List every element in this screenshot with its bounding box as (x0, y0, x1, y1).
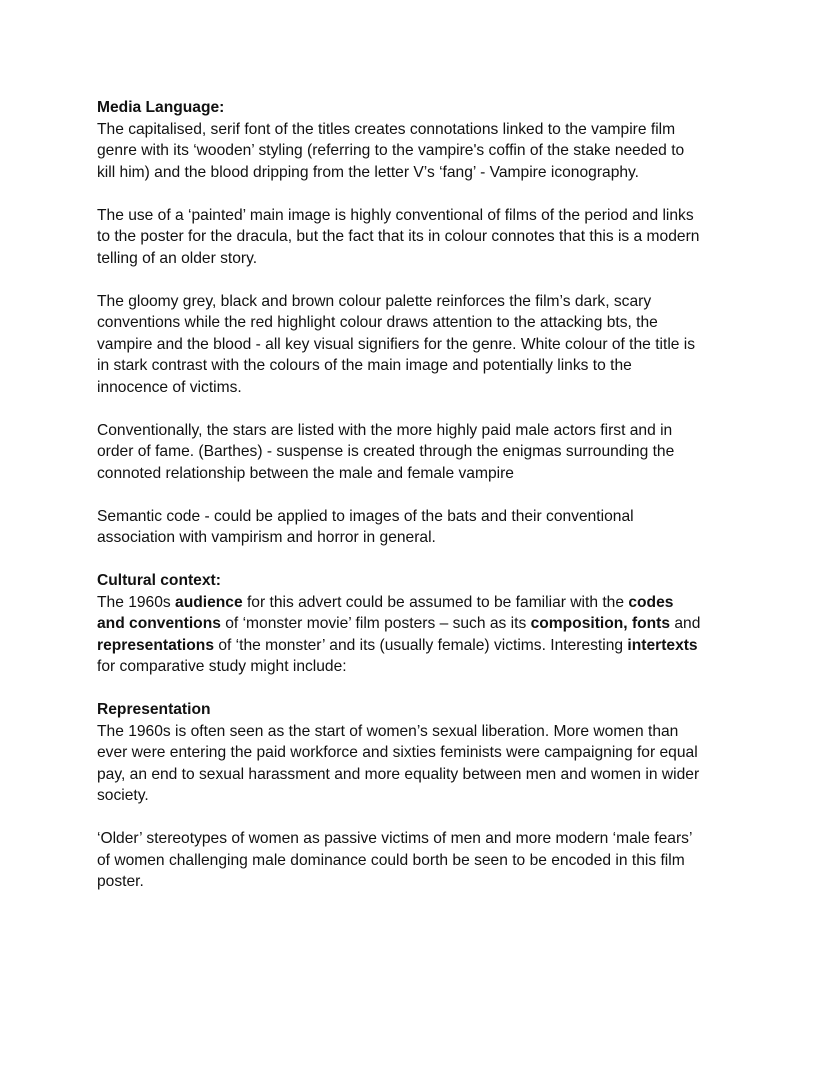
section-representation (97, 699, 757, 893)
bold-term-audience: audience (175, 593, 243, 611)
heading-media-language: Media Language: (97, 99, 225, 116)
heading-representation: Representation (97, 701, 211, 718)
paragraph-liberation (97, 721, 757, 807)
text-line: poster. (97, 873, 144, 890)
bold-term-intertexts: intertexts (627, 636, 698, 654)
text-line: The 1960s is often seen as the start of women’s sexual liberation. More women than (97, 722, 679, 740)
paragraph-colour-palette (97, 291, 757, 399)
text-line: order of fame. (Barthes) - suspense is created through the enigmas surrounding the (97, 443, 675, 460)
text-line: ‘Older’ stereotypes of women as passive victims of men and more modern ‘male fears’ (97, 830, 693, 847)
heading-cultural-context: Cultural context: (97, 572, 221, 589)
text-line: society. (97, 787, 149, 804)
paragraph-semantic-code (97, 506, 757, 549)
bold-term-codes: codes (628, 593, 674, 611)
text-line: The gloomy grey, black and brown colour palette reinforces the film’s dark, scary (97, 292, 652, 310)
text-line: connoted relationship between the male and female vampire (97, 464, 514, 482)
text-line: Conventionally, the stars are listed with the more highly paid male actors first and in (97, 421, 673, 439)
text-line: pay, an end to sexual harassment and more equality between men and women in wider (97, 765, 700, 783)
text-run: and (670, 615, 701, 632)
text-line (97, 592, 757, 614)
text-line: Semantic code - could be applied to images of the bats and their conventional (97, 507, 634, 525)
text-line: genre with its ‘wooden’ styling (referring to the vampire's coffin of the stake needed to (97, 142, 685, 159)
paragraph-stereotypes (97, 828, 757, 893)
section-media-language (97, 97, 757, 549)
text-line: vampire and the blood - all key visual signifiers for the genre. White colour of the title is (97, 335, 696, 353)
text-run: for this advert could be assumed to be familiar with the (242, 593, 629, 611)
text-line: The use of a ‘painted’ main image is highly conventional of films of the period and links (97, 206, 694, 224)
text-run: for comparative study might include: (97, 658, 347, 675)
text-line: conventions while the red highlight colour draws attention to the attacking bts, the (97, 314, 658, 331)
text-run: The 1960s (97, 593, 176, 611)
text-line: association with vampirism and horror in general. (97, 529, 436, 546)
paragraph-typography (97, 119, 757, 184)
text-line (97, 613, 757, 635)
bold-term-conventions: and conventions (97, 615, 221, 632)
text-line: in stark contrast with the colours of the main image and potentially links to the (97, 357, 632, 374)
text-line: innocence of victims. (97, 378, 242, 396)
text-line: ever were entering the paid workforce and sixties feminists were campaigning for equal (97, 744, 698, 761)
bold-term-composition-fonts: composition, fonts (530, 615, 671, 632)
bold-term-representations: representations (97, 636, 214, 654)
text-line: of women challenging male dominance could borth be seen to be encoded in this film (97, 851, 685, 869)
text-line: to the poster for the dracula, but the fact that its in colour connotes that this is a modern (97, 228, 700, 245)
paragraph-painted-image (97, 205, 757, 270)
text-line (97, 635, 757, 657)
text-line (97, 656, 757, 678)
text-run: of ‘monster movie’ film posters – such as its (220, 615, 531, 632)
document-page (97, 97, 757, 914)
text-run: of ‘the monster’ and its (usually female) victims. Interesting (214, 636, 628, 654)
text-line: The capitalised, serif font of the titles creates connotations linked to the vampire film (97, 120, 676, 138)
paragraph-star-billing (97, 420, 757, 485)
section-cultural-context (97, 570, 757, 678)
text-line: telling of an older story. (97, 249, 258, 267)
text-line: kill him) and the blood dripping from the letter V’s ‘fang’ - Vampire iconography. (97, 163, 640, 181)
